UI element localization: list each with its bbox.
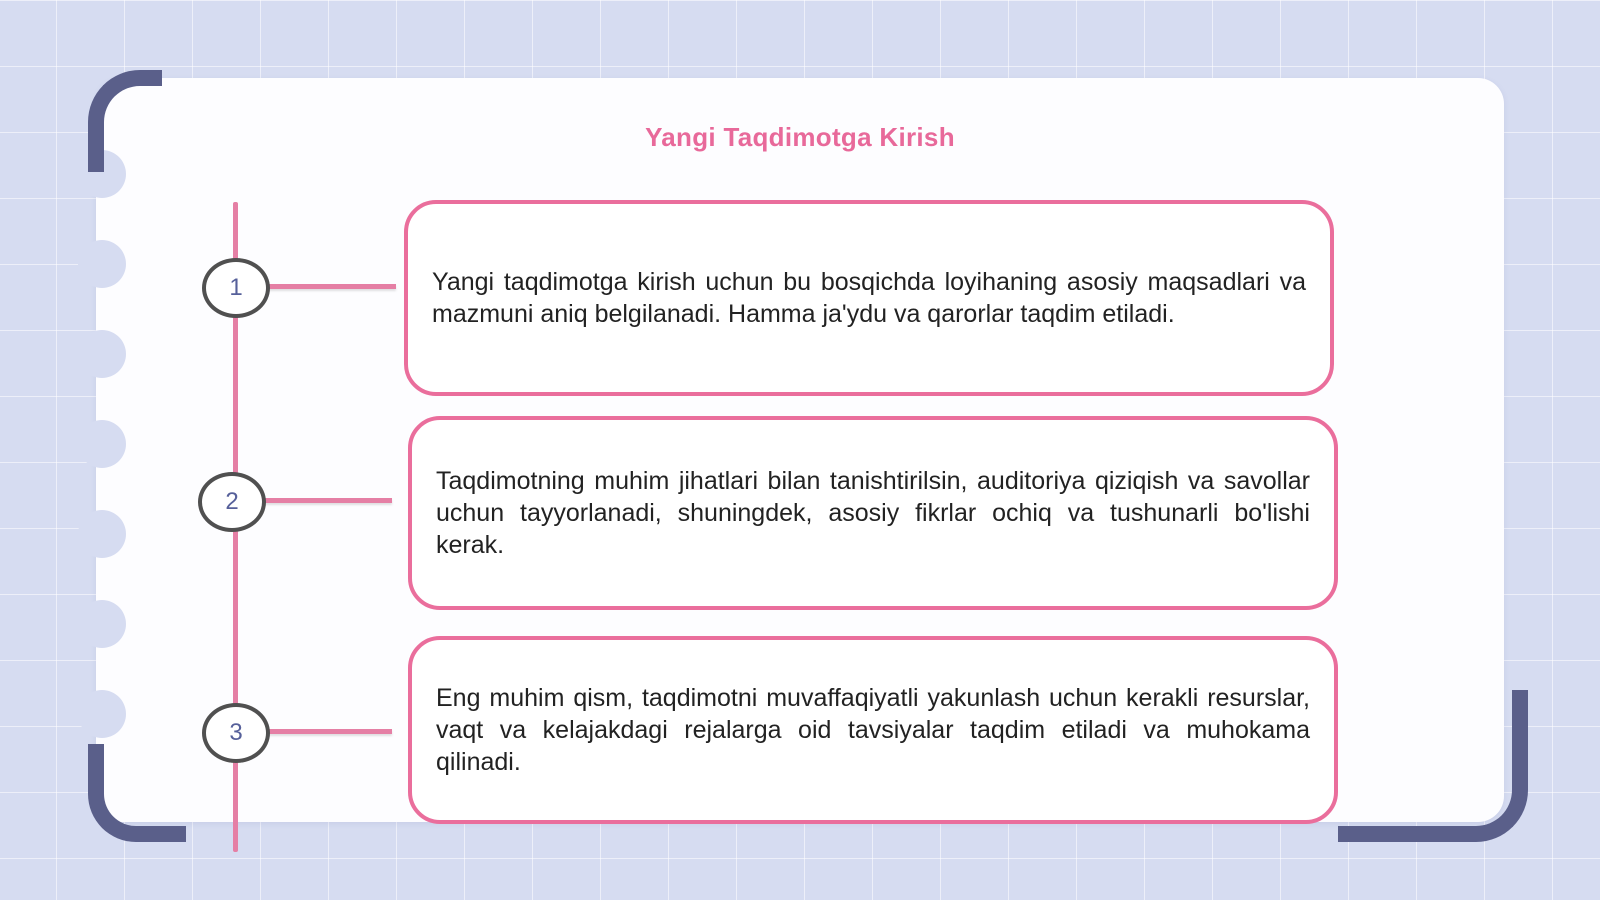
step-text-1: Yangi taqdimotga kirish uchun bu bosqichda loyihaning asosiy maqsadlari va mazmuni aniq belgilanadi. Hamma ja'ydu va qarorlar taqdim etiladi. — [432, 268, 1306, 328]
step-card-2 — [408, 416, 1338, 610]
step-connector — [264, 498, 392, 503]
paper-notch — [78, 600, 126, 648]
step-connector — [268, 284, 396, 289]
corner-bracket-top-left — [88, 70, 162, 172]
step-number-2: 2 — [198, 472, 266, 532]
paper-notch — [78, 510, 126, 558]
corner-bracket-bottom-right — [1338, 690, 1528, 842]
step-number-1: 1 — [202, 258, 270, 318]
step-text-3: Eng muhim qism, taqdimotni muvaffaqiyatli yakunlash uchun kerakli resurslar, vaqt va kelajakdagi rejalarga oid tavsiyalar taqdim etiladi va muhokama qilinadi. — [436, 684, 1310, 776]
paper-notch — [78, 420, 126, 468]
step-card-1 — [404, 200, 1334, 396]
slide-title: Yangi Taqdimotga Kirish — [645, 122, 955, 152]
step-connector — [268, 729, 392, 734]
step-number-3: 3 — [202, 703, 270, 763]
paper-notch — [78, 330, 126, 378]
step-card-3 — [408, 636, 1338, 824]
corner-bracket-bottom-left — [88, 744, 186, 842]
paper-notch — [78, 690, 126, 738]
paper-notch — [78, 240, 126, 288]
step-text-2: Taqdimotning muhim jihatlari bilan tanishtirilsin, auditoriya qiziqish va savollar uchun tayyorlanadi, shuningdek, asosiy fikrlar ochiq va tushunarli bo'lishi kerak. — [436, 467, 1310, 559]
